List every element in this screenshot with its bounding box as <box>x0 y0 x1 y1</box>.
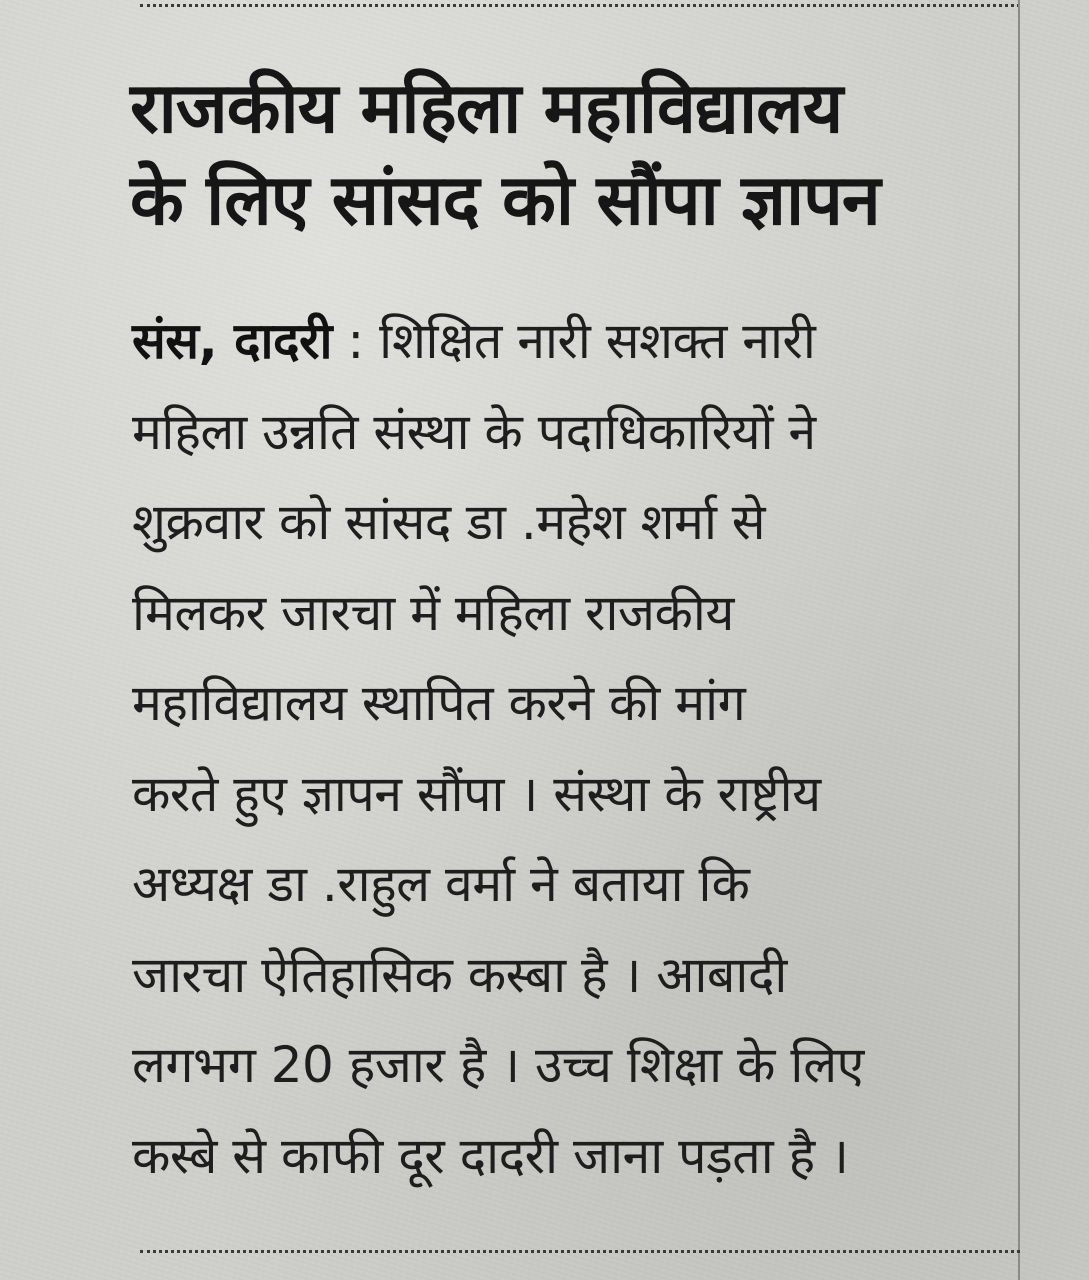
article-line: महाविद्यालय स्थापित करने की मांग <box>132 674 746 732</box>
article-line: जारचा ऐतिहासिक कस्बा है । आबादी <box>132 945 787 1004</box>
headline-line-1: राजकीय महिला महाविद्यालय <box>130 67 843 149</box>
article-line <box>132 296 1012 387</box>
article-line: अध्यक्ष डा .राहुल वर्मा ने बताया कि <box>132 855 750 913</box>
top-divider <box>140 4 1020 7</box>
column-divider <box>1018 0 1020 1280</box>
article-line: शुक्रवार को सांसद डा .महेश शर्मा से <box>132 493 766 551</box>
dateline-separator: : <box>331 312 380 370</box>
article-line: मिलकर जारचा में महिला राजकीय <box>132 583 734 642</box>
headline <box>130 62 1010 246</box>
article-body <box>132 296 1012 1201</box>
article-line: कस्बे से काफी दूर दादरी जाना पड़ता है । <box>132 1126 849 1185</box>
article-text: शिक्षित नारी सशक्त नारी <box>379 312 816 370</box>
bottom-divider <box>140 1250 1020 1253</box>
dateline: संस, दादरी <box>132 312 332 370</box>
article-line: महिला उन्नति संस्था के पदाधिकारियों ने <box>132 402 816 461</box>
article-line: करते हुए ज्ञापन सौंपा । संस्था के राष्ट्रीय <box>132 764 821 823</box>
headline-line-2: के लिए सांसद को सौंपा ज्ञापन <box>130 159 880 241</box>
article-line: लगभग 20 हजार है । उच्च शिक्षा के लिए <box>132 1036 864 1094</box>
